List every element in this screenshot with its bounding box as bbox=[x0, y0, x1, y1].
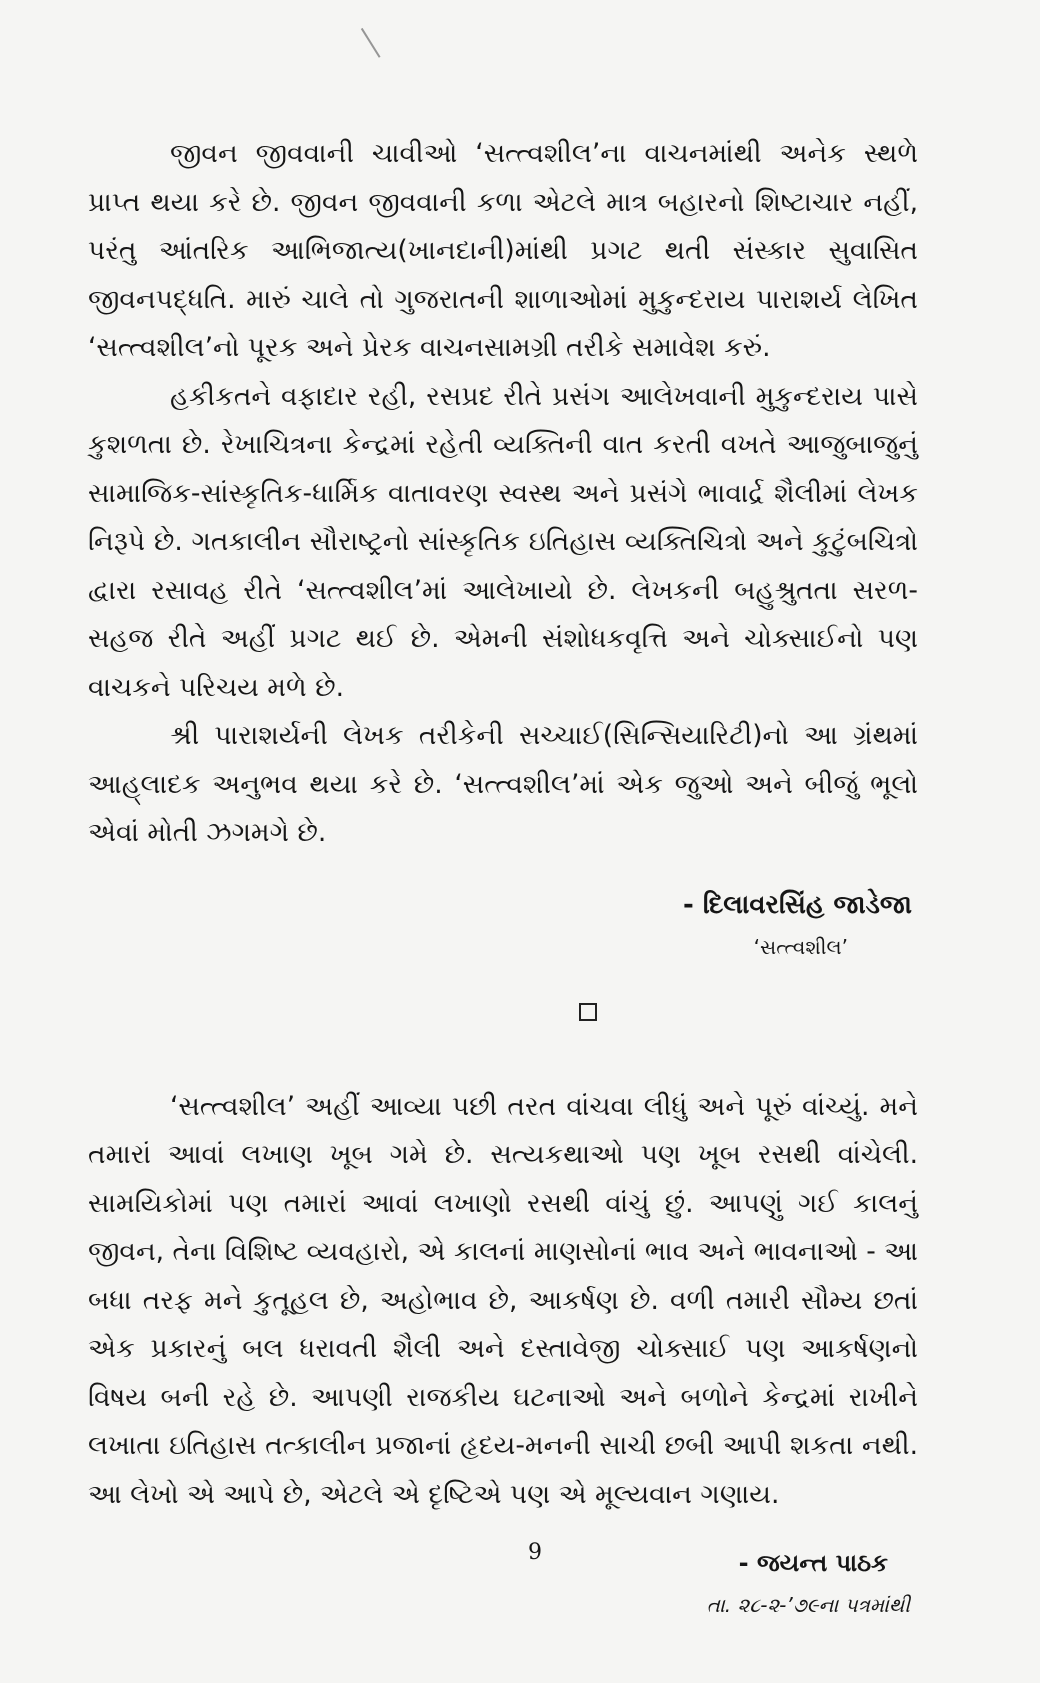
signature-1: - દિલાવરસિંહ જાડેજા bbox=[683, 889, 912, 920]
page-number: 9 bbox=[528, 1540, 542, 1565]
signature-1-note: ‘સત્ત્વશીલ’ bbox=[753, 934, 848, 959]
scan-mark bbox=[361, 16, 399, 58]
signature-2-note: તા. ૨૮-૨-’૭૯ના પત્રમાંથી bbox=[706, 1593, 910, 1617]
signature-2: - જયન્ત પાઠક bbox=[738, 1549, 888, 1577]
paragraph-3: શ્રી પારાશર્યની લેખક તરીકેની સચ્ચાઈ(સિન્સિયારિટી)નો આ ગ્રંથમાં આહ્‌લાદક અનુભવ થયા કરે છે. ‘સત્ત્વશીલ’માં એક જુઓ અને બીજું ભૂલો એવાં મોતી ઝગમગે છે. bbox=[88, 720, 918, 848]
paragraph-4: ‘સત્ત્વશીલ’ અહીં આવ્યા પછી તરત વાંચવા લીધું અને પૂરું વાંચ્યું. મને તમારાં આવાં લખાણ ખૂબ ગમે છે. સત્યકથાઓ પણ ખૂબ રસથી વાંચેલી. સામયિકોમાં પણ તમારાં આવાં લખાણો રસથી વાંચું છું. આપણું ગઈ કાલનું જીવન, તેના વિશિષ્ટ વ્યવહારો, એ કાલનાં માણસોનાં ભાવ અને ભાવનાઓ - આ બધા તરફ મને કુતૂહલ છે, અહોભાવ છે, આકર્ષણ છે. વળી તમારી સૌમ્ય છતાં એક પ્રકારનું બલ ધરાવતી શૈલી અને દસ્તાવેજી ચોક્સાઈ પણ આકર્ષણનો વિષય બની રહે છે. આપણી રાજકીય ઘટનાઓ અને બળોને કેન્દ્રમાં રાખીને લખાતા ઇતિહાસ તત્કાલીન પ્રજાનાં હૃદય-મનની સાચી છબી આપી શકતા નથી. આ લેખો એ આપે છે, એટલે એ દૃષ્ટિએ પણ એ મૂલ્યવાન ગણાય. bbox=[88, 1090, 918, 1510]
section-divider-square bbox=[579, 1003, 597, 1021]
paragraph-1: જીવન જીવવાની ચાવીઓ ‘સત્ત્વશીલ’ના વાચનમાંથી અનેક સ્થળે પ્રાપ્ત થયા કરે છે. જીવન જીવવાની કળા એટલે માત્ર બહારનો શિષ્ટાચાર નહીં, પરંતુ આંતરિક આભિજાત્ય(ખાનદાની)માંથી પ્રગટ થતી સંસ્કાર સુવાસિત જીવનપદ્ધતિ. મારું ચાલે તો ગુજરાતની શાળાઓમાં મુકુન્દરાય પારાશર્ય લેખિત ‘સત્ત્વશીલ’નો પૂરક અને પ્રેરક વાચનસામગ્રી તરીકે સમાવેશ કરું. bbox=[88, 138, 918, 363]
paragraph-2: હકીકતને વફાદાર રહી, રસપ્રદ રીતે પ્રસંગ આલેખવાની મુકુન્દરાય પાસે કુશળતા છે. રેખાચિત્રના કેન્દ્રમાં રહેતી વ્યક્તિની વાત કરતી વખતે આજુબાજુનું સામાજિક-સાંસ્કૃતિક-ધાર્મિક વાતાવરણ સ્વસ્થ અને પ્રસંગે ભાવાર્દ્ર શૈલીમાં લેખક નિરૂપે છે. ગતકાલીન સૌરાષ્ટ્રનો સાંસ્કૃતિક ઇતિહાસ વ્યક્તિચિત્રો અને કુટુંબચિત્રો દ્વારા રસાવહ રીતે ‘સત્ત્વશીલ’માં આલેખાયો છે. લેખકની બહુશ્રુતતા સરળ-સહજ રીતે અહીં પ્રગટ થઈ છે. એમની સંશોધકવૃત્તિ અને ચોક્સાઈનો પણ વાચકને પરિચય મળે છે. bbox=[88, 380, 918, 703]
page-content bbox=[88, 130, 918, 1617]
